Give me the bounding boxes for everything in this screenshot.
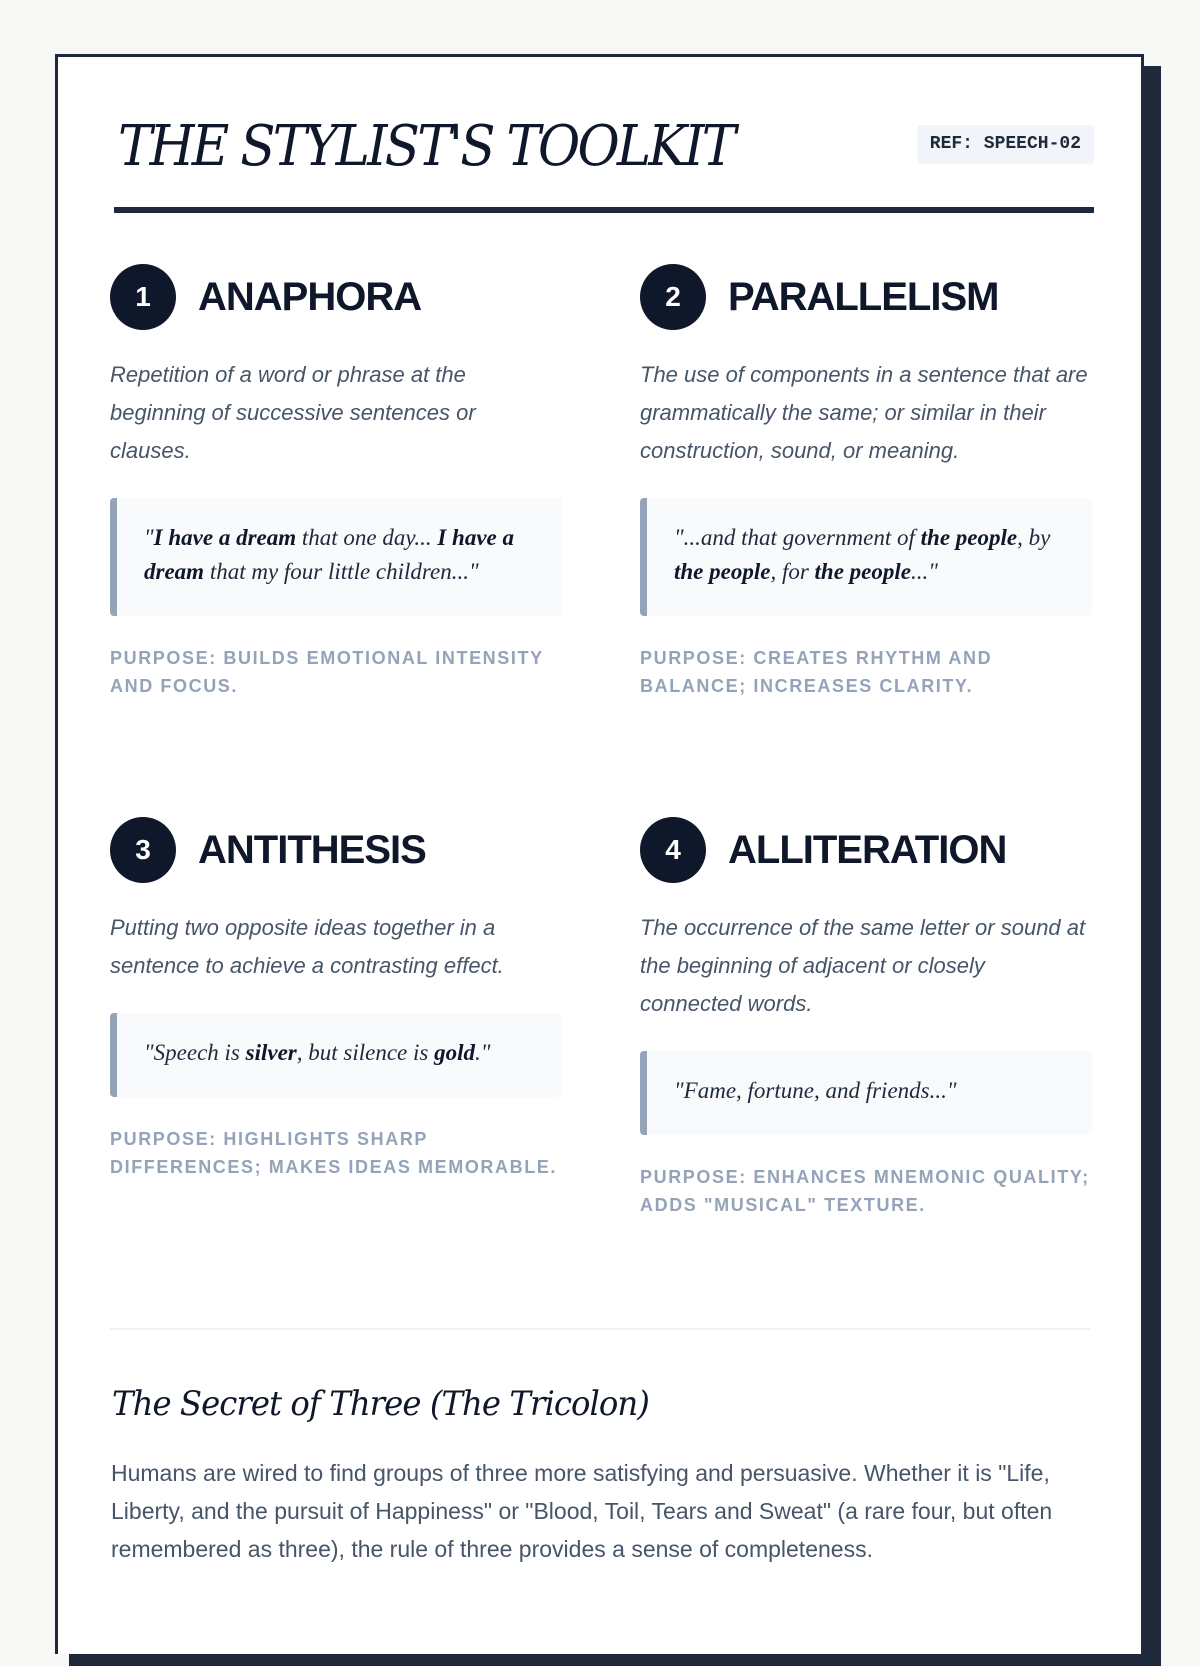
definition: The occurrence of the same letter or sound at the beginning of adjacent or closely connected words. (640, 915, 1086, 1016)
page-title: THE STYLIST'S TOOLKIT (118, 114, 734, 179)
section-header (640, 264, 1092, 332)
tricolon-body: Humans are wired to find groups of three more satisfying and persuasive. Whether it is "Life, Liberty, and the pursuit of Happiness" or "Blood, Toil, Tears and Sweat" (a rare four, but often remembered as three), the rule of three provides a sense of completeness. (111, 1460, 1053, 1562)
quote-text: " (144, 525, 154, 550)
quote-emphasis: the people (920, 525, 1018, 550)
section-header (640, 817, 1092, 885)
tricolon-title: The Secret of Three (The Tricolon) (112, 1384, 649, 1424)
quote-emphasis: the people (674, 559, 771, 584)
section-title: ANAPHORA (198, 275, 422, 319)
quote-emphasis: gold (434, 1040, 475, 1065)
quote-text: ..." (911, 559, 938, 584)
number-badge: 2 (640, 264, 706, 330)
quote-text: , for (770, 559, 815, 584)
quote-emphasis: the people (814, 559, 911, 584)
device-section-alliteration (640, 817, 1092, 1219)
number-badge: 1 (110, 264, 176, 330)
example-quote (640, 498, 1092, 616)
purpose-note: PURPOSE: CREATES RHYTHM AND BALANCE; INCREASES CLARITY. (640, 648, 993, 696)
quote-text: , by (1017, 525, 1051, 550)
quote-text: "Speech is (144, 1040, 246, 1065)
quote-text: , but silence is (296, 1040, 435, 1065)
section-header (110, 264, 562, 332)
quote-text: "...and that government of (674, 525, 921, 550)
number-badge: 3 (110, 817, 176, 883)
quote-text: that one day... (296, 525, 438, 550)
section-header (110, 817, 562, 885)
device-section-parallelism (640, 264, 1092, 700)
purpose-note: PURPOSE: HIGHLIGHTS SHARP DIFFERENCES; MAKES IDEAS MEMORABLE. (110, 1129, 558, 1177)
section-divider (110, 1328, 1090, 1330)
quote-emphasis: I have a dream (153, 525, 297, 550)
device-section-anaphora (110, 264, 562, 700)
quote-emphasis: silver (245, 1040, 297, 1065)
quote-text: that my four little children..." (204, 559, 479, 584)
section-title: ANTITHESIS (198, 828, 426, 872)
purpose-note: PURPOSE: BUILDS EMOTIONAL INTENSITY AND FOCUS. (110, 648, 544, 696)
example-quote (110, 1013, 562, 1097)
section-title: PARALLELISM (728, 275, 999, 319)
definition: Putting two opposite ideas together in a sentence to achieve a contrasting effect. (110, 915, 504, 978)
number-badge: 4 (640, 817, 706, 883)
reference-badge: REF: SPEECH-02 (917, 125, 1094, 164)
definition: The use of components in a sentence that are grammatically the same; or similar in their construction, sound, or meaning. (640, 362, 1088, 463)
quote-text: ." (474, 1040, 491, 1065)
example-quote (110, 498, 562, 616)
quote-text: "Fame, fortune, and friends..." (674, 1078, 957, 1103)
example-quote (640, 1051, 1092, 1135)
quote-emphasis: I have a dream (144, 525, 514, 584)
definition: Repetition of a word or phrase at the beginning of successive sentences or clauses. (110, 362, 476, 463)
section-title: ALLITERATION (728, 828, 1007, 872)
header (114, 114, 1094, 213)
device-section-antithesis (110, 817, 562, 1181)
purpose-note: PURPOSE: ENHANCES MNEMONIC QUALITY; ADDS "MUSICAL" TEXTURE. (640, 1167, 1090, 1215)
